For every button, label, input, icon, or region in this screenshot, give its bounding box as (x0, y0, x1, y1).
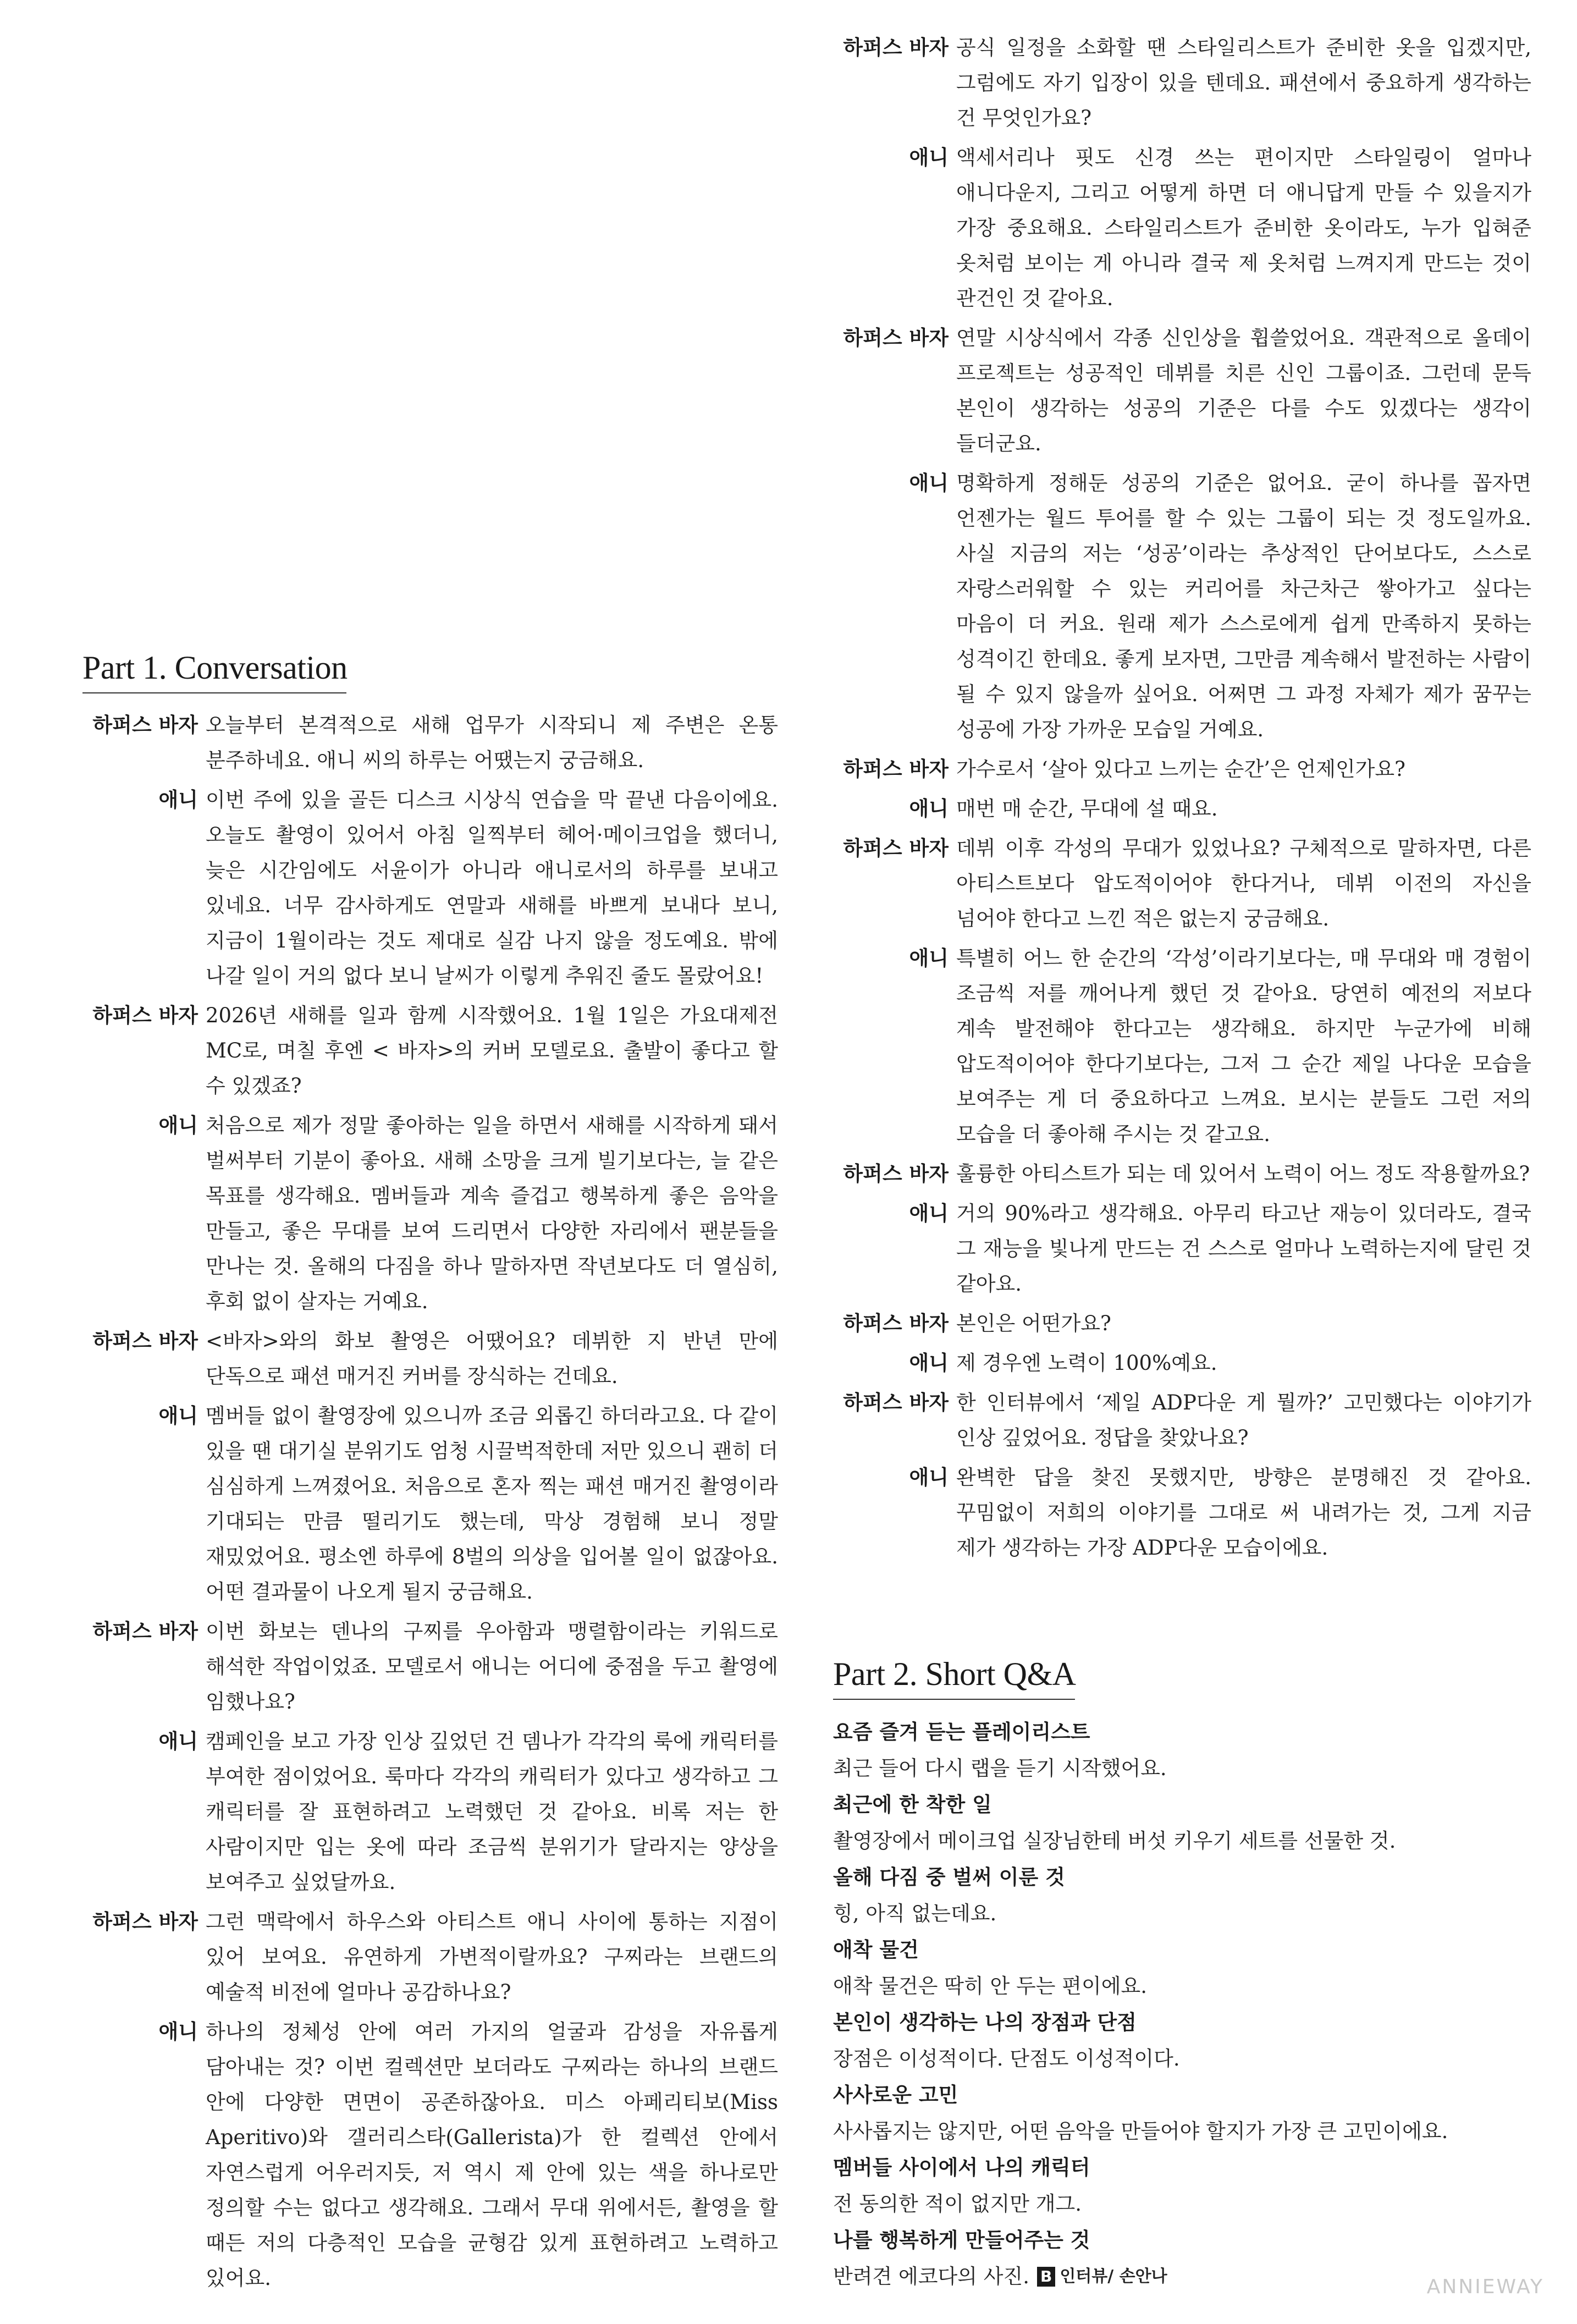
answer-row (833, 1460, 1531, 1566)
speaker-label: 하퍼스 바자 (843, 1391, 949, 1414)
short-answer: 반려견 에코다의 사진. (833, 2265, 1029, 2288)
short-answer: 장점은 이성적이다. 단점도 이성적이다. (833, 2047, 1180, 2070)
question-text: 오늘부터 본격적으로 새해 업무가 시작되니 제 주변은 온통 분주하네요. 애니 씨의 하루는 어땠는지 궁금해요. (206, 713, 778, 772)
answer-text: 캠페인을 보고 가장 인상 깊었던 건 뎀나가 각각의 룩에 캐릭터를 부여한 점이었어요. 룩마다 각각의 캐릭터가 있다고 생각하고 그 캐릭터를 잘 표현하려고 노력했던 것 같아요. 비록 저는 한 사람이지만 입는 옷에 따라 조금씩 분위기가 달라지는 양상을 보여주고 싶었달까요. (206, 1730, 778, 1894)
short-answer-line (833, 2041, 1531, 2077)
short-answer-line (833, 2113, 1531, 2150)
speaker-label: 하퍼스 바자 (92, 1004, 198, 1027)
question-row (833, 1385, 1531, 1456)
question-row (833, 1306, 1531, 1341)
question-row (82, 708, 778, 778)
question-row (833, 831, 1531, 937)
part1-title: Part 1. Conversation (82, 649, 348, 686)
question-text: 한 인터뷰에서 ‘제일 ADP다운 게 뭘까?’ 고민했다는 이야기가 인상 깊었어요. 정답을 찾았나요? (956, 1391, 1531, 1450)
conversation (82, 708, 778, 2296)
question-row (833, 752, 1531, 787)
short-answer: 촬영장에서 메이크업 실장님한테 버섯 키우기 세트를 선물한 것. (833, 1829, 1396, 1853)
answer-row (833, 140, 1531, 316)
speaker-label: 하퍼스 바자 (843, 836, 949, 860)
short-answer: 최근 들어 다시 랩을 듣기 시작했어요. (833, 1756, 1167, 1780)
question-text: 가수로서 ‘살아 있다고 느끼는 순간’은 언제인가요? (956, 757, 1406, 781)
answer-text: 특별히 어느 한 순간의 ‘각성’이라기보다는, 매 무대와 매 경험이 조금씩 저를 깨어나게 했던 것 같아요. 당연히 예전의 저보다 계속 발전해야 한다고는 생각해요. 하지만 누군가에 비해 압도적이어야 한다기보다는, 그저 그 순간 제일 나다운 모습을 보여주는 게 더 중요하다고 느껴요. 보시는 분들도 그런 저의 모습을 더 좋아해 주시는 것 같고요. (956, 946, 1531, 1146)
speaker-label: 애니 (158, 1114, 198, 1137)
question-text: 본인은 어떤가요? (956, 1312, 1111, 1335)
speaker-label: 애니 (158, 788, 198, 812)
short-answer-line (833, 2186, 1531, 2222)
answer-text: 매번 매 순간, 무대에 설 때요. (956, 797, 1218, 820)
question-text: 이번 화보는 덴나의 구찌를 우아함과 맹렬함이라는 키워드로 해석한 작업이었죠. 모델로서 애니는 어디에 중점을 두고 촬영에 임했나요? (206, 1620, 778, 1714)
question-text: 훌륭한 아티스트가 되는 데 있어서 노력이 어느 정도 작용할까요? (956, 1162, 1530, 1186)
conversation-continued (833, 30, 1531, 1566)
question-row (82, 998, 778, 1104)
answer-row (833, 1346, 1531, 1381)
short-answer-line (833, 1823, 1531, 1859)
speaker-label: 하퍼스 바자 (843, 1162, 949, 1186)
answer-row (82, 1724, 778, 1900)
answer-text: 명확하게 정해둔 성공의 기준은 없어요. 굳이 하나를 꼽자면 언젠가는 월드 투어를 할 수 있는 그룹이 되는 것 정도일까요. 사실 지금의 저는 ‘성공’이라는 추상적인 단어보다도, 스스로 자랑스러워할 수 있는 커리어를 차근차근 쌓아가고 싶다는 마음이 더 커요. 원래 제가 스스로에게 쉽게 만족하지 못하는 성격이긴 한데요. 좋게 보자면, 그만큼 계속해서 발전하는 사람이 될 수 있지 않을까 싶어요. 어쩌면 그 과정 자체가 제가 꿈꾸는 성공에 가장 가까운 모습일 거예요. (956, 471, 1531, 741)
speaker-label: 하퍼스 바자 (843, 326, 949, 350)
speaker-label: 하퍼스 바자 (92, 1329, 198, 1353)
short-question: 애착 물건 (833, 1938, 919, 1962)
speaker-label: 하퍼스 바자 (843, 1312, 949, 1335)
speaker-label: 하퍼스 바자 (843, 36, 949, 59)
short-answer: 사사롭지는 않지만, 어떤 음악을 만들어야 할지가 가장 큰 고민이에요. (833, 2119, 1448, 2143)
magazine-logo-badge: B (1037, 2267, 1055, 2287)
short-question: 최근에 한 착한 일 (833, 1793, 992, 1816)
left-column (82, 649, 778, 2300)
part2-title-rule (833, 1699, 1075, 1700)
short-answer: 애착 물건은 딱히 안 두는 편이에요. (833, 1974, 1147, 1998)
short-qa-list (833, 1714, 1531, 2295)
short-answer: 전 동의한 적이 없지만 개그. (833, 2192, 1082, 2216)
answer-row (833, 941, 1531, 1152)
answer-text: 하나의 정체성 안에 여러 가지의 얼굴과 감성을 자유롭게 담아내는 것? 이번 컬렉션만 보더라도 구찌라는 하나의 브랜드 안에 다양한 면면이 공존하잖아요. 미스 아페리티보(Miss Aperitivo)와 갤러리스타(Gallerista)가 한 컬렉션 안에서 자연스럽게 어우러지듯, 저 역시 제 안에 있는 색을 하나로만 정의할 수는 없다고 생각해요. 그래서 무대 위에서든, 촬영을 할 때든 저의 다층적인 모습을 균형감 있게 표현하려고 노력하고 있어요. (206, 2020, 778, 2290)
short-answer-line (833, 1968, 1531, 2004)
speaker-label: 애니 (909, 946, 949, 970)
answer-text: 멤버들 없이 촬영장에 있으니까 조금 외롭긴 하더라고요. 다 같이 있을 땐 대기실 분위기도 엄청 시끌벅적한데 저만 있으니 괜히 더 심심하게 느껴졌어요. 처음으로 혼자 찍는 패션 매거진 촬영이라 기대되는 만큼 떨리기도 했는데, 막상 경험해 보니 정말 재밌었어요. 평소엔 하루에 8벌의 의상을 입어볼 일이 없잖아요. 어떤 결과물이 나오게 될지 궁금해요. (206, 1404, 778, 1604)
short-question: 나를 행복하게 만들어주는 것 (833, 2228, 1090, 2252)
answer-row (82, 783, 778, 994)
question-row (82, 1324, 778, 1394)
answer-text: 이번 주에 있을 골든 디스크 시상식 연습을 막 끝낸 다음이에요. 오늘도 촬영이 있어서 아침 일찍부터 헤어·메이크업을 했더니, 늦은 시간임에도 서윤이가 아니라 애니로서의 하루를 보내고 있네요. 너무 감사하게도 연말과 새해를 바쁘게 보내다 보니, 지금이 1월이라는 것도 제대로 실감 나지 않을 정도예요. 밖에 나갈 일이 거의 없다 보니 날씨가 이렇게 추워진 줄도 몰랐어요! (206, 788, 778, 988)
question-row (82, 1904, 778, 2010)
question-row (833, 30, 1531, 136)
answer-text: 제 경우엔 노력이 100%예요. (956, 1351, 1217, 1375)
speaker-label: 애니 (909, 1202, 949, 1225)
part2-section (833, 1655, 1531, 2295)
watermark: ANNIEWAY (1426, 2276, 1544, 2298)
short-answer-line (833, 1896, 1531, 1932)
question-text: 데뷔 이후 각성의 무대가 있었나요? 구체적으로 말하자면, 다른 아티스트보다 압도적이어야 한다거나, 데뷔 이전의 자신을 넘어야 한다고 느낀 적은 없는지 궁금해요. (956, 836, 1531, 930)
speaker-label: 애니 (909, 1466, 949, 1489)
answer-row (82, 2014, 778, 2296)
answer-row (833, 466, 1531, 747)
speaker-label: 하퍼스 바자 (92, 1620, 198, 1643)
question-row (82, 1614, 778, 1720)
answer-text: 거의 90%라고 생각해요. 아무리 타고난 재능이 있더라도, 결국 그 재능을 빛나게 만드는 건 스스로 얼마나 노력하는지에 달린 것 같아요. (956, 1202, 1531, 1296)
speaker-label: 애니 (158, 2020, 198, 2044)
short-answer-line (833, 1750, 1531, 1787)
short-question: 요즘 즐겨 듣는 플레이리스트 (833, 1720, 1090, 1744)
short-question: 사사로운 고민 (833, 2083, 958, 2107)
speaker-label: 애니 (909, 1351, 949, 1375)
question-text: 공식 일정을 소화할 땐 스타일리스트가 준비한 옷을 입겠지만, 그럼에도 자기 입장이 있을 텐데요. 패션에서 중요하게 생각하는 건 무엇인가요? (956, 36, 1531, 130)
question-text: <바자>와의 화보 촬영은 어땠어요? 데뷔한 지 반년 만에 단독으로 패션 매거진 커버를 장식하는 건데요. (206, 1329, 778, 1388)
short-question: 본인이 생각하는 나의 장점과 단점 (833, 2011, 1137, 2034)
answer-text: 처음으로 제가 정말 좋아하는 일을 하면서 새해를 시작하게 돼서 벌써부터 기분이 좋아요. 새해 소망을 크게 빌기보다는, 늘 같은 목표를 생각해요. 멤버들과 계속 즐겁고 행복하게 좋은 음악을 만들고, 좋은 무대를 보여 드리면서 다양한 자리에서 팬분들을 만나는 것. 올해의 다짐을 하나 말하자면 작년보다도 더 열심히, 후회 없이 살자는 거예요. (206, 1114, 778, 1313)
question-text: 2026년 새해를 일과 함께 시작했어요. 1월 1일은 가요대제전 MC로, 며칠 후엔 < 바자>의 커버 모델로요. 출발이 좋다고 할 수 있겠죠? (206, 1004, 778, 1098)
answer-row (833, 791, 1531, 827)
answer-text: 액세서리나 핏도 신경 쓰는 편이지만 스타일링이 얼마나 애니다운지, 그리고 어떻게 하면 더 애니답게 만들 수 있을지가 가장 중요해요. 스타일리스트가 준비한 옷이라도, 누가 입혀준 옷처럼 보이는 게 아니라 결국 제 옷처럼 느껴지게 만드는 것이 관건인 것 같아요. (956, 146, 1531, 310)
question-row (833, 1157, 1531, 1192)
speaker-label: 애니 (158, 1730, 198, 1753)
question-text: 연말 시상식에서 각종 신인상을 휩쓸었어요. 객관적으로 올데이 프로젝트는 성공적인 데뷔를 치른 신인 그룹이죠. 그런데 문득 본인이 생각하는 성공의 기준은 다를 수도 있겠다는 생각이 들더군요. (956, 326, 1531, 455)
interview-credit: 인터뷰/ 손안나 (1060, 2267, 1167, 2286)
speaker-label: 하퍼스 바자 (92, 713, 198, 737)
speaker-label: 애니 (909, 146, 949, 169)
answer-row (82, 1108, 778, 1319)
short-question: 올해 다짐 중 벌써 이룬 것 (833, 1865, 1065, 1889)
answer-row (82, 1398, 778, 1610)
short-question: 멤버들 사이에서 나의 캐릭터 (833, 2156, 1090, 2179)
question-row (833, 321, 1531, 461)
speaker-label: 하퍼스 바자 (92, 1910, 198, 1934)
short-answer: 힝, 아직 없는데요. (833, 1902, 997, 1925)
speaker-label: 애니 (909, 797, 949, 820)
speaker-label: 애니 (158, 1404, 198, 1428)
question-text: 그런 맥락에서 하우스와 아티스트 애니 사이에 통하는 지점이 있어 보여요. 유연하게 가변적이랄까요? 구찌라는 브랜드의 예술적 비전에 얼마나 공감하나요? (206, 1910, 778, 2004)
part2-title: Part 2. Short Q&A (833, 1656, 1076, 1692)
part1-title-rule (82, 692, 346, 693)
speaker-label: 하퍼스 바자 (843, 757, 949, 781)
answer-row (833, 1196, 1531, 1302)
speaker-label: 애니 (909, 471, 949, 495)
right-column (833, 30, 1531, 1570)
answer-text: 완벽한 답을 찾진 못했지만, 방향은 분명해진 것 같아요. 꾸밈없이 저희의 이야기를 그대로 써 내려가는 것, 그게 지금 제가 생각하는 가장 ADP다운 모습이에요. (956, 1466, 1531, 1560)
